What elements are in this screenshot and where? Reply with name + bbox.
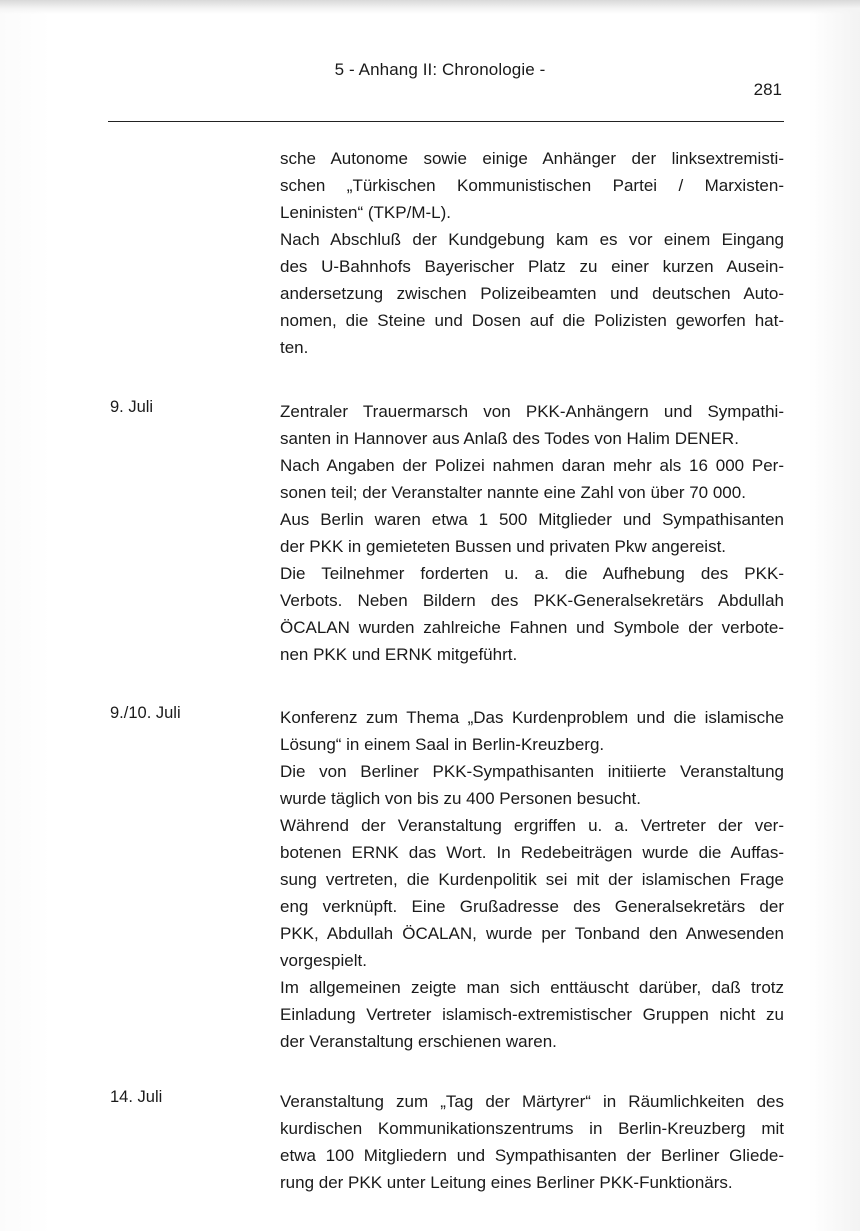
entry-paragraph — [280, 506, 784, 560]
text-line: Konferenz zum Thema „Das Kurdenproblem und die islamische — [280, 708, 784, 727]
text-line: Zentraler Trauermarsch von PKK-Anhängern und Sympathi- — [280, 402, 784, 421]
text-line: des U-Bahnhofs Bayerischer Platz zu einer kurzen Ausein- — [280, 257, 784, 276]
entry-paragraph — [280, 1088, 784, 1196]
entry-paragraph — [280, 398, 784, 452]
text-line: andersetzung zwischen Polizeibeamten und deutschen Auto- — [280, 284, 784, 303]
entry-date: 9. Juli — [110, 398, 154, 416]
page-number: 281 — [753, 80, 782, 99]
text-line: der Veranstaltung erschienen waren. — [280, 1032, 557, 1051]
text-line: Die von Berliner PKK-Sympathisanten initiierte Veranstaltung — [280, 762, 784, 781]
text-line: eng verknüpft. Eine Grußadresse des Generalsekretärs der — [280, 897, 784, 916]
text-line: santen in Hannover aus Anlaß des Todes von Halim DENER. — [280, 429, 739, 448]
scan-top-edge — [0, 0, 860, 14]
text-line: ten. — [280, 338, 309, 357]
text-line: Einladung Vertreter islamisch-extremistischer Gruppen nicht zu — [280, 1005, 784, 1024]
entry-paragraph — [280, 758, 784, 812]
text-line: Aus Berlin waren etwa 1 500 Mitglieder und Sympathisanten — [280, 510, 784, 529]
entry-body — [280, 398, 784, 668]
entry-body — [280, 145, 784, 361]
header-divider — [108, 121, 784, 122]
text-line: Lösung“ in einem Saal in Berlin-Kreuzberg. — [280, 735, 605, 754]
entry-paragraph — [280, 452, 784, 506]
text-line: Nach Angaben der Polizei nahmen daran mehr als 16 000 Per- — [280, 456, 784, 475]
text-line: Verbots. Neben Bildern des PKK-Generalsekretärs Abdullah — [280, 591, 784, 610]
text-line: sche Autonome sowie einige Anhänger der linksextremisti- — [280, 149, 784, 168]
text-line: ÖCALAN wurden zahlreiche Fahnen und Symbole der verbote- — [280, 618, 784, 637]
entry-paragraph — [280, 974, 784, 1055]
text-line: nen PKK und ERNK mitgeführt. — [280, 645, 518, 664]
entry-date: 14. Juli — [110, 1088, 163, 1106]
text-line: rung der PKK unter Leitung eines Berliner PKK-Funktionärs. — [280, 1173, 733, 1192]
entry-paragraph — [280, 560, 784, 668]
text-line: vorgespielt. — [280, 951, 367, 970]
entry-date: 9./10. Juli — [110, 704, 181, 722]
entry-body — [280, 1088, 784, 1196]
text-line: Die Teilnehmer forderten u. a. die Aufhebung des PKK- — [280, 564, 784, 583]
text-line: wurde täglich von bis zu 400 Personen besucht. — [280, 789, 642, 808]
text-line: Veranstaltung zum „Tag der Märtyrer“ in Räumlichkeiten des — [280, 1092, 784, 1111]
text-line: kurdischen Kommunikationszentrums in Berlin-Kreuzberg mit — [280, 1119, 784, 1138]
text-line: Während der Veranstaltung ergriffen u. a. Vertreter der ver- — [280, 816, 784, 835]
text-line: etwa 100 Mitgliedern und Sympathisanten der Berliner Gliede- — [280, 1146, 784, 1165]
entry-paragraph — [280, 812, 784, 974]
entry-paragraph — [280, 226, 784, 361]
entry-body — [280, 704, 784, 1055]
text-line: der PKK in gemieteten Bussen und privaten Pkw angereist. — [280, 537, 727, 556]
entry-paragraph — [280, 145, 784, 226]
text-line: nomen, die Steine und Dosen auf die Polizisten geworfen hat- — [280, 311, 784, 330]
text-line: sonen teil; der Veranstalter nannte eine Zahl von über 70 000. — [280, 483, 746, 502]
text-line: PKK, Abdullah ÖCALAN, wurde per Tonband den Anwesenden — [280, 924, 784, 943]
text-line: Im allgemeinen zeigte man sich enttäuscht darüber, daß trotz — [280, 978, 784, 997]
text-line: sung vertreten, die Kurdenpolitik sei mit der islamischen Frage — [280, 870, 784, 889]
text-line: botenen ERNK das Wort. In Redebeiträgen wurde die Auffas- — [280, 843, 784, 862]
page-header-title: 5 - Anhang II: Chronologie - — [334, 60, 546, 79]
text-line: Leninisten“ (TKP/M-L). — [280, 203, 451, 222]
entry-paragraph — [280, 704, 784, 758]
text-line: Nach Abschluß der Kundgebung kam es vor einem Eingang — [280, 230, 784, 249]
text-line: schen „Türkischen Kommunistischen Partei / Marxisten- — [280, 176, 784, 195]
